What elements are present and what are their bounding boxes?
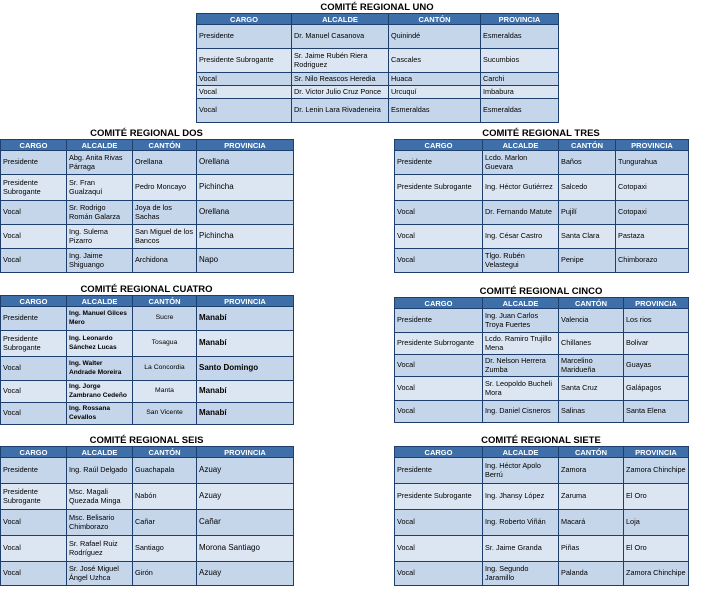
- cargo-cell: Vocal: [1, 357, 67, 381]
- alcalde-cell: Ing. Jaime Shiguango: [67, 249, 133, 273]
- table-row: [1, 175, 294, 201]
- table-row: [395, 484, 689, 510]
- committee-cuatro: [0, 284, 293, 425]
- column-header: CANTÓN: [559, 298, 624, 309]
- provincia-cell: Napo: [197, 249, 294, 273]
- canton-cell: Huaca: [389, 73, 481, 86]
- alcalde-cell: Ing. Héctor Gutiérrez: [483, 175, 559, 201]
- alcalde-cell: Ing. Manuel Gilces Mero: [67, 307, 133, 331]
- cargo-cell: Vocal: [395, 562, 483, 586]
- column-header: ALCALDE: [292, 14, 389, 25]
- canton-cell: Salinas: [559, 401, 624, 423]
- table-row: [395, 401, 689, 423]
- header-row: [1, 296, 294, 307]
- committee-table: [394, 297, 689, 423]
- cargo-cell: Vocal: [395, 225, 483, 249]
- header-row: [1, 447, 294, 458]
- alcalde-cell: Sr. Jaime Rubén Riera Rodriguez: [292, 49, 389, 73]
- table-row: [395, 458, 689, 484]
- provincia-cell: Cotopaxi: [616, 201, 689, 225]
- committee-siete: [394, 435, 688, 586]
- committee-title: COMITÉ REGIONAL SEIS: [89, 435, 204, 446]
- table-row: [1, 249, 294, 273]
- canton-cell: Zaruma: [559, 484, 624, 510]
- canton-cell: Chillanes: [559, 333, 624, 355]
- provincia-cell: Manabí: [197, 403, 294, 425]
- canton-cell: Valencia: [559, 309, 624, 333]
- column-header: CARGO: [197, 14, 292, 25]
- column-header: PROVINCIA: [481, 14, 559, 25]
- cargo-cell: Presidente: [1, 458, 67, 484]
- cargo-cell: Vocal: [1, 249, 67, 273]
- committee-table: [0, 446, 294, 586]
- alcalde-cell: Msc. Belisario Chimborazo: [67, 510, 133, 536]
- table-row: [1, 458, 294, 484]
- column-header: CARGO: [395, 140, 483, 151]
- cargo-cell: Presidente: [197, 25, 292, 49]
- provincia-cell: Azuay: [197, 562, 294, 586]
- table-row: [1, 201, 294, 225]
- cargo-cell: Presidente: [395, 309, 483, 333]
- provincia-cell: Santo Domingo: [197, 357, 294, 381]
- provincia-cell: Orellana: [197, 151, 294, 175]
- canton-cell: Joya de los Sachas: [133, 201, 197, 225]
- cargo-cell: Vocal: [1, 403, 67, 425]
- alcalde-cell: Sr. Rodrigo Román Galarza: [67, 201, 133, 225]
- provincia-cell: Zamora Chinchipe: [624, 458, 689, 484]
- alcalde-cell: Msc. Magali Quezada Minga: [67, 484, 133, 510]
- column-header: PROVINCIA: [197, 296, 294, 307]
- provincia-cell: Manabí: [197, 307, 294, 331]
- canton-cell: San Vicente: [133, 403, 197, 425]
- table-row: [1, 357, 294, 381]
- table-row: [1, 536, 294, 562]
- column-header: CANTÓN: [133, 447, 197, 458]
- canton-cell: Cascales: [389, 49, 481, 73]
- table-row: [197, 25, 559, 49]
- cargo-cell: Vocal: [395, 377, 483, 401]
- provincia-cell: Chimborazo: [616, 249, 689, 273]
- provincia-cell: Santa Elena: [624, 401, 689, 423]
- committee-uno: [196, 2, 558, 123]
- committee-title: COMITÉ REGIONAL CINCO: [479, 286, 603, 297]
- provincia-cell: Pastaza: [616, 225, 689, 249]
- provincia-cell: Manabí: [197, 331, 294, 357]
- column-header: CANTÓN: [133, 296, 197, 307]
- table-row: [395, 333, 689, 355]
- cargo-cell: Presidente Subrogante: [197, 49, 292, 73]
- cargo-cell: Vocal: [1, 510, 67, 536]
- committee-table: [0, 139, 294, 273]
- canton-cell: Pujilí: [559, 201, 616, 225]
- alcalde-cell: Ing. Raúl Delgado: [67, 458, 133, 484]
- alcalde-cell: Ing. Jhansy López: [483, 484, 559, 510]
- table-row: [395, 355, 689, 377]
- column-header: PROVINCIA: [197, 140, 294, 151]
- column-header: CARGO: [395, 447, 483, 458]
- provincia-cell: Azuay: [197, 484, 294, 510]
- canton-cell: Salcedo: [559, 175, 616, 201]
- canton-cell: Palanda: [559, 562, 624, 586]
- cargo-cell: Presidente Subrogante: [1, 331, 67, 357]
- canton-cell: Tosagua: [133, 331, 197, 357]
- provincia-cell: Loja: [624, 510, 689, 536]
- alcalde-cell: Ing. César Castro: [483, 225, 559, 249]
- provincia-cell: Morona Santiago: [197, 536, 294, 562]
- column-header: PROVINCIA: [624, 298, 689, 309]
- cargo-cell: Presidente Subrrogante: [395, 333, 483, 355]
- committee-table: [394, 446, 689, 586]
- committee-cinco: [394, 286, 688, 423]
- alcalde-cell: Abg. Anita Rivas Párraga: [67, 151, 133, 175]
- canton-cell: Zamora: [559, 458, 624, 484]
- column-header: CANTÓN: [389, 14, 481, 25]
- table-row: [197, 86, 559, 99]
- canton-cell: Orellana: [133, 151, 197, 175]
- table-row: [1, 307, 294, 331]
- alcalde-cell: Dr. Manuel Casanova: [292, 25, 389, 49]
- alcalde-cell: Dr. Nelson Herrera Zumba: [483, 355, 559, 377]
- canton-cell: Archidona: [133, 249, 197, 273]
- cargo-cell: Presidente: [395, 458, 483, 484]
- provincia-cell: Sucumbios: [481, 49, 559, 73]
- alcalde-cell: Lcdo. Marlon Guevara: [483, 151, 559, 175]
- header-row: [395, 140, 689, 151]
- alcalde-cell: Sr. José Miguel Ángel Uzhca: [67, 562, 133, 586]
- header-row: [197, 14, 559, 25]
- table-row: [395, 309, 689, 333]
- provincia-cell: Galápagos: [624, 377, 689, 401]
- alcalde-cell: Sr. Jaime Granda: [483, 536, 559, 562]
- committee-title: COMITÉ REGIONAL SIETE: [481, 435, 601, 446]
- table-row: [395, 175, 689, 201]
- cargo-cell: Presidente Subrogante: [1, 175, 67, 201]
- cargo-cell: Vocal: [1, 536, 67, 562]
- table-row: [197, 73, 559, 86]
- cargo-cell: Vocal: [1, 225, 67, 249]
- column-header: ALCALDE: [67, 140, 133, 151]
- canton-cell: Quinindé: [389, 25, 481, 49]
- alcalde-cell: Ing. Héctor Apolo Berrú: [483, 458, 559, 484]
- column-header: PROVINCIA: [624, 447, 689, 458]
- column-header: ALCALDE: [483, 140, 559, 151]
- committee-title: COMITÉ REGIONAL UNO: [320, 2, 434, 13]
- canton-cell: Pedro Moncayo: [133, 175, 197, 201]
- canton-cell: Santa Clara: [559, 225, 616, 249]
- canton-cell: Macará: [559, 510, 624, 536]
- cargo-cell: Vocal: [197, 99, 292, 123]
- cargo-cell: Vocal: [395, 510, 483, 536]
- provincia-cell: Tungurahua: [616, 151, 689, 175]
- committee-dos: [0, 128, 293, 273]
- table-row: [395, 225, 689, 249]
- table-row: [1, 225, 294, 249]
- canton-cell: Baños: [559, 151, 616, 175]
- alcalde-cell: Ing. Leonardo Sánchez Lucas: [67, 331, 133, 357]
- cargo-cell: Vocal: [1, 562, 67, 586]
- canton-cell: San Miguel de los Bancos: [133, 225, 197, 249]
- provincia-cell: Orellana: [197, 201, 294, 225]
- table-row: [395, 201, 689, 225]
- table-row: [1, 562, 294, 586]
- table-row: [197, 49, 559, 73]
- column-header: PROVINCIA: [616, 140, 689, 151]
- canton-cell: Marcelino Maridueña: [559, 355, 624, 377]
- canton-cell: Manta: [133, 381, 197, 403]
- provincia-cell: Carchi: [481, 73, 559, 86]
- alcalde-cell: Sr. Leopoldo Bucheli Mora: [483, 377, 559, 401]
- cargo-cell: Vocal: [395, 249, 483, 273]
- alcalde-cell: Ing. Segundo Jaramillo: [483, 562, 559, 586]
- provincia-cell: Manabí: [197, 381, 294, 403]
- canton-cell: Penipe: [559, 249, 616, 273]
- column-header: CARGO: [1, 140, 67, 151]
- provincia-cell: El Oro: [624, 484, 689, 510]
- cargo-cell: Vocal: [1, 381, 67, 403]
- table-row: [395, 562, 689, 586]
- canton-cell: Girón: [133, 562, 197, 586]
- provincia-cell: Cotopaxi: [616, 175, 689, 201]
- cargo-cell: Presidente: [395, 151, 483, 175]
- cargo-cell: Vocal: [395, 401, 483, 423]
- table-row: [395, 377, 689, 401]
- provincia-cell: Pichincha: [197, 175, 294, 201]
- canton-cell: Piñas: [559, 536, 624, 562]
- committee-title: COMITÉ REGIONAL TRES: [482, 128, 600, 139]
- provincia-cell: Azuay: [197, 458, 294, 484]
- table-row: [1, 484, 294, 510]
- committee-table: [196, 13, 559, 123]
- alcalde-cell: Lcdo. Ramiro Trujillo Mena: [483, 333, 559, 355]
- canton-cell: Guachapala: [133, 458, 197, 484]
- column-header: CANTÓN: [133, 140, 197, 151]
- column-header: CARGO: [1, 296, 67, 307]
- committee-tres: [394, 128, 688, 273]
- provincia-cell: Pichincha: [197, 225, 294, 249]
- cargo-cell: Presidente Subrogante: [1, 484, 67, 510]
- alcalde-cell: Dr. Victor Julio Cruz Ponce: [292, 86, 389, 99]
- canton-cell: Cañar: [133, 510, 197, 536]
- column-header: ALCALDE: [483, 447, 559, 458]
- table-row: [1, 331, 294, 357]
- committee-table: [0, 295, 294, 425]
- canton-cell: Santiago: [133, 536, 197, 562]
- alcalde-cell: Sr. Rafael Ruiz Rodríguez: [67, 536, 133, 562]
- cargo-cell: Vocal: [395, 355, 483, 377]
- canton-cell: Santa Cruz: [559, 377, 624, 401]
- column-header: CARGO: [1, 447, 67, 458]
- cargo-cell: Presidente Subrogante: [395, 175, 483, 201]
- alcalde-cell: Ing. Daniel Cisneros: [483, 401, 559, 423]
- table-row: [1, 403, 294, 425]
- provincia-cell: Bolivar: [624, 333, 689, 355]
- header-row: [1, 140, 294, 151]
- provincia-cell: Cañar: [197, 510, 294, 536]
- table-row: [395, 249, 689, 273]
- cargo-cell: Presidente: [1, 307, 67, 331]
- alcalde-cell: Sr. Nilo Reascos Heredia: [292, 73, 389, 86]
- alcalde-cell: Ing. Roberto Viñán: [483, 510, 559, 536]
- provincia-cell: Imbabura: [481, 86, 559, 99]
- canton-cell: La Concordia: [133, 357, 197, 381]
- provincia-cell: Guayas: [624, 355, 689, 377]
- table-row: [395, 536, 689, 562]
- table-row: [1, 381, 294, 403]
- provincia-cell: El Oro: [624, 536, 689, 562]
- provincia-cell: Esmeraldas: [481, 25, 559, 49]
- column-header: ALCALDE: [67, 447, 133, 458]
- committee-seis: [0, 435, 293, 586]
- alcalde-cell: Ing. Sulema Pizarro: [67, 225, 133, 249]
- cargo-cell: Vocal: [395, 201, 483, 225]
- column-header: CANTÓN: [559, 140, 616, 151]
- cargo-cell: Presidente: [1, 151, 67, 175]
- canton-cell: Esmeraldas: [389, 99, 481, 123]
- provincia-cell: Los rios: [624, 309, 689, 333]
- committee-table: [394, 139, 689, 273]
- header-row: [395, 298, 689, 309]
- table-row: [197, 99, 559, 123]
- table-row: [1, 151, 294, 175]
- table-row: [395, 151, 689, 175]
- alcalde-cell: Tlgo. Rubén Velastegui: [483, 249, 559, 273]
- column-header: ALCALDE: [483, 298, 559, 309]
- header-row: [395, 447, 689, 458]
- canton-cell: Nabón: [133, 484, 197, 510]
- column-header: CANTÓN: [559, 447, 624, 458]
- alcalde-cell: Dr. Lenin Lara Rivadeneira: [292, 99, 389, 123]
- table-row: [1, 510, 294, 536]
- committee-title: COMITÉ REGIONAL DOS: [90, 128, 203, 139]
- cargo-cell: Vocal: [197, 73, 292, 86]
- alcalde-cell: Sr. Fran Gualzaquí: [67, 175, 133, 201]
- provincia-cell: Esmeraldas: [481, 99, 559, 123]
- column-header: ALCALDE: [67, 296, 133, 307]
- alcalde-cell: Ing. Jorge Zambrano Cedeño: [67, 381, 133, 403]
- column-header: CARGO: [395, 298, 483, 309]
- cargo-cell: Vocal: [395, 536, 483, 562]
- cargo-cell: Vocal: [197, 86, 292, 99]
- alcalde-cell: Ing. Juan Carlos Troya Fuertes: [483, 309, 559, 333]
- canton-cell: Sucre: [133, 307, 197, 331]
- committee-title: COMITÉ REGIONAL CUATRO: [80, 284, 213, 295]
- provincia-cell: Zamora Chinchipe: [624, 562, 689, 586]
- cargo-cell: Vocal: [1, 201, 67, 225]
- table-row: [395, 510, 689, 536]
- alcalde-cell: Ing. Walter Andrade Moreira: [67, 357, 133, 381]
- alcalde-cell: Dr. Fernando Matute: [483, 201, 559, 225]
- alcalde-cell: Ing. Rossana Cevallos: [67, 403, 133, 425]
- cargo-cell: Presidente Subrogante: [395, 484, 483, 510]
- column-header: PROVINCIA: [197, 447, 294, 458]
- canton-cell: Urcuquí: [389, 86, 481, 99]
